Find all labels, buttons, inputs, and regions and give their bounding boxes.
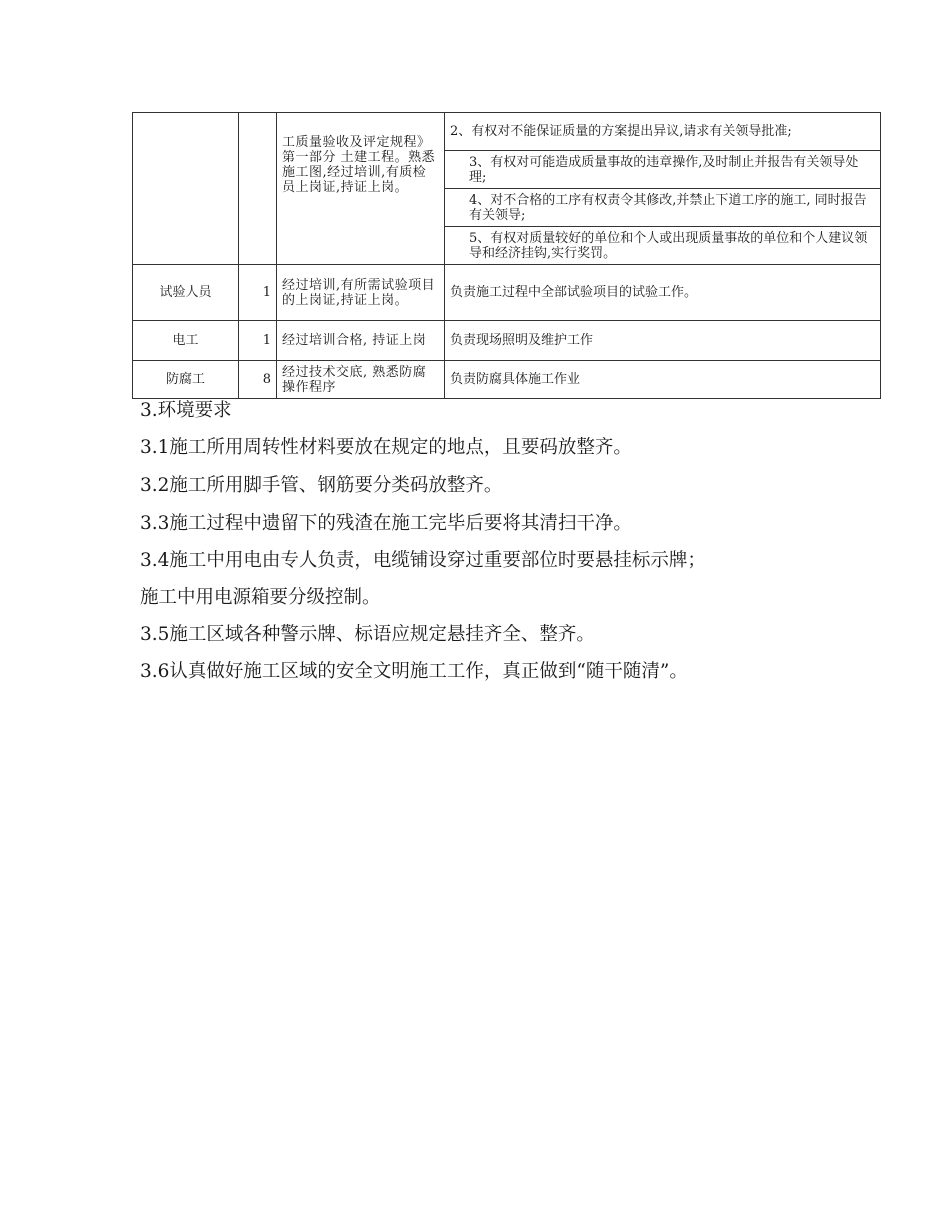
staff-responsibility-table [132,112,881,399]
section-item: 施工中用电源箱要分级控制。 [140,587,381,608]
duty-cell: 负责防腐具体施工作业 [445,361,881,399]
section-item: 3.2施工所用脚手管、钢筋要分类码放整齐。 [140,475,503,496]
duty-cell: 2、有权对不能保证质量的方案提出异议,请求有关领导批准; [445,113,881,151]
role-cell: 电工 [133,321,239,361]
section-heading: 3.环境要求 [140,400,232,421]
role-cell: 试验人员 [133,265,239,321]
section-item: 3.3施工过程中遗留下的残渣在施工完毕后要将其清扫干净。 [140,513,632,534]
role-cell [133,113,239,265]
duty-cell: 5、有权对质量较好的单位和个人或出现质量事故的单位和个人建议领导和经济挂钩,实行奖罚。 [445,227,881,265]
table-row [133,361,881,399]
duty-cell: 负责施工过程中全部试验项目的试验工作。 [445,265,881,321]
table-row [133,265,881,321]
count-cell: 1 [239,265,277,321]
count-cell: 1 [239,321,277,361]
qualification-cell: 经过培训合格, 持证上岗 [277,321,445,361]
table-row [133,113,881,151]
duty-cell: 4、对不合格的工序有权责令其修改,并禁止下道工序的施工, 同时报告有关领导; [445,189,881,227]
count-cell [239,113,277,265]
qualification-cell: 工质量验收及评定规程》第一部分 土建工程。熟悉施工图,经过培训,有质检员上岗证,持证上岗。 [277,113,445,265]
qualification-cell: 经过技术交底, 熟悉防腐操作程序 [277,361,445,399]
qualification-cell: 经过培训,有所需试验项目的上岗证,持证上岗。 [277,265,445,321]
duty-cell: 3、有权对可能造成质量事故的违章操作,及时制止并报告有关领导处理; [445,151,881,189]
count-cell: 8 [239,361,277,399]
duty-cell: 负责现场照明及维护工作 [445,321,881,361]
section-item: 3.5施工区域各种警示牌、标语应规定悬挂齐全、整齐。 [140,624,595,645]
section-item: 3.4施工中用电由专人负责，电缆铺设穿过重要部位时要悬挂标示牌； [140,550,706,571]
section-item: 3.1施工所用周转性材料要放在规定的地点，且要码放整齐。 [140,437,632,458]
section-item: 3.6认真做好施工区域的安全文明施工工作，真正做到“随干随清”。 [140,661,688,682]
role-cell: 防腐工 [133,361,239,399]
table-row [133,321,881,361]
